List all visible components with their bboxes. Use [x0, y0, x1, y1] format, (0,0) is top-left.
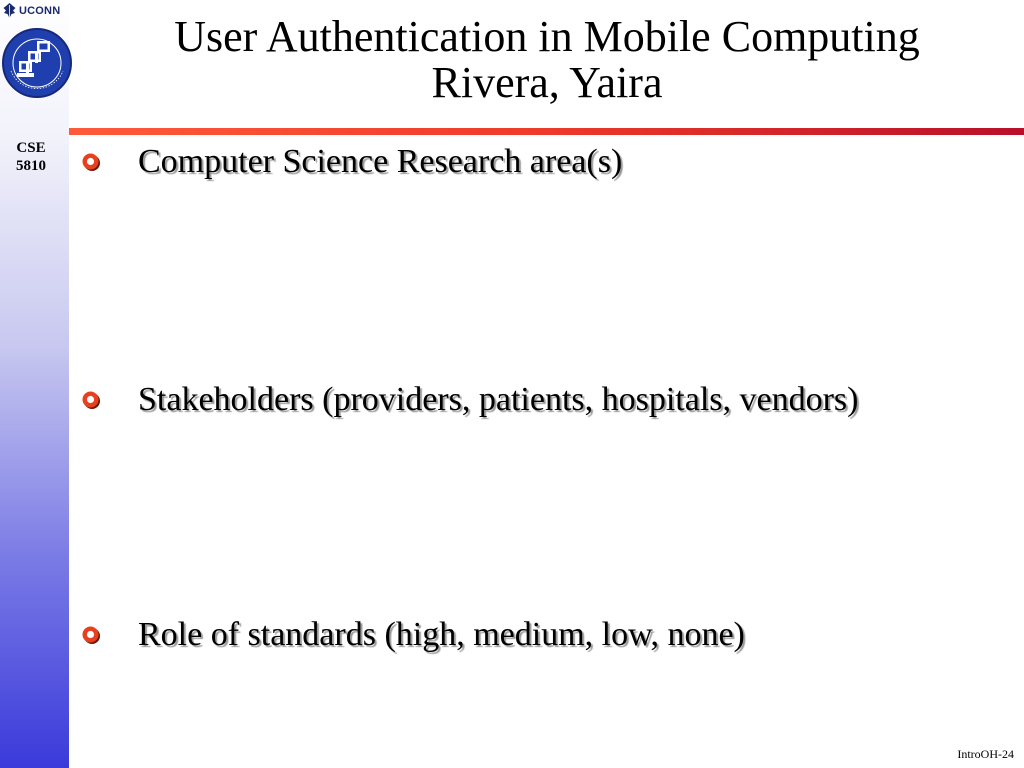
bullet-item-research-area [80, 142, 622, 182]
hollow-circle-bullet-icon [80, 624, 102, 646]
title-divider [69, 128, 1024, 135]
slide-footer-id: IntroOH-24 [957, 747, 1014, 761]
title-line-author: Rivera, Yaira [431, 58, 663, 107]
course-code-line1: CSE [16, 140, 46, 156]
course-code-line2: 5810 [16, 158, 46, 174]
bullet-item-standards [80, 615, 745, 655]
hollow-circle-bullet-icon [80, 151, 102, 173]
uconn-wordmark: UCONN [19, 4, 61, 17]
computer-network-seal-icon [1, 27, 73, 99]
bullet-text: Computer Science Research area(s) [138, 143, 623, 180]
hollow-circle-bullet-icon [80, 389, 102, 411]
bullet-text: Role of standards (high, medium, low, none) [138, 616, 745, 653]
bullet-item-stakeholders [80, 380, 858, 420]
title-line-topic: User Authentication in Mobile Computing [174, 12, 920, 61]
uconn-logo [2, 2, 60, 19]
uconn-oak-leaf-icon [2, 2, 17, 19]
course-code [0, 139, 62, 175]
slide-title [70, 14, 1024, 106]
bullet-text: Stakeholders (providers, patients, hospitals, vendors) [138, 381, 859, 418]
sidebar [0, 0, 69, 768]
